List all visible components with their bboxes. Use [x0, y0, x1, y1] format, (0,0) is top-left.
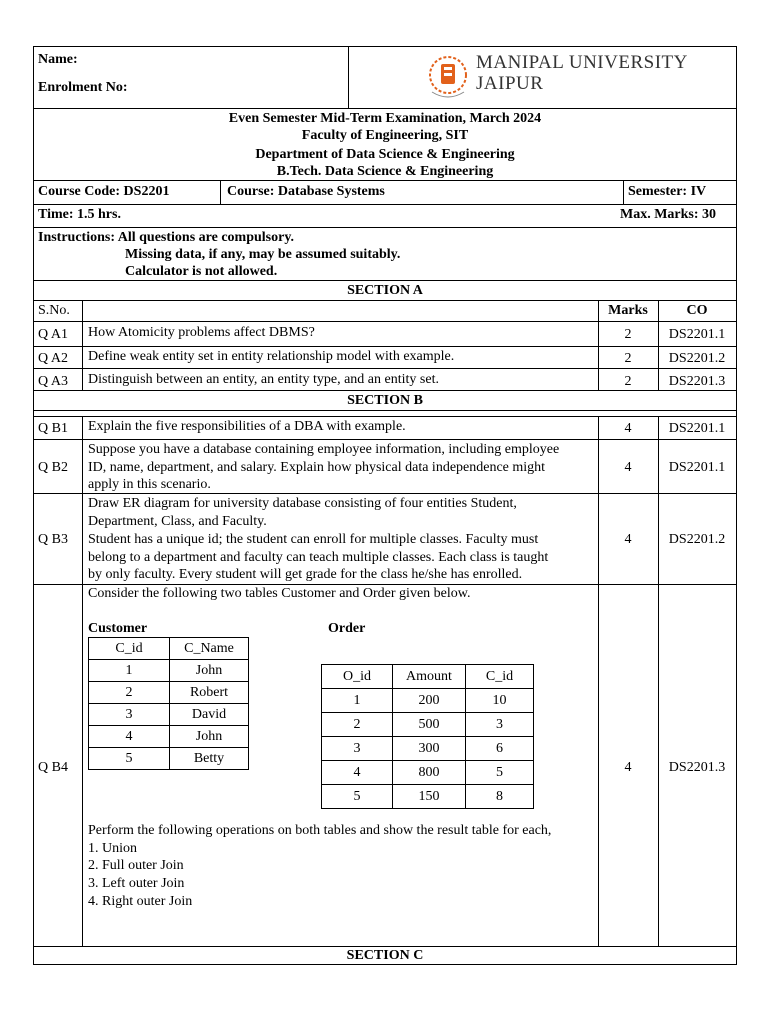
question-no: Q A1: [38, 327, 68, 342]
task-text: Perform the following operations on both tables and show the result table for each,: [88, 823, 552, 838]
question-text: Define weak entity set in entity relationship model with example.: [88, 349, 455, 364]
question-text-line: Department, Class, and Faculty.: [88, 514, 267, 529]
question-marks: 4: [624, 760, 632, 775]
question-text-line: Suppose you have a database containing employee information, including employee: [88, 442, 560, 457]
table-header-cell: C_Name: [170, 638, 249, 660]
question-no: Q B1: [38, 421, 68, 436]
question-marks: 4: [624, 532, 632, 547]
table-cell: 3: [466, 713, 534, 737]
table-row: [322, 689, 534, 713]
col-co-header: CO: [686, 303, 708, 318]
table-header-cell: C_id: [89, 638, 170, 660]
question-co: DS2201.2: [668, 532, 726, 547]
semester: Semester: IV: [628, 184, 707, 199]
operation-item: 1. Union: [88, 841, 137, 856]
question-no: Q A3: [38, 374, 68, 389]
question-co: DS2201.3: [668, 760, 726, 775]
name-label: Name:: [38, 52, 78, 67]
table-row: [89, 682, 249, 704]
operation-item: 2. Full outer Join: [88, 858, 184, 873]
question-text-line: Student has a unique id; the student can enroll for multiple classes. Faculty must: [88, 532, 539, 547]
table-cell: 6: [466, 737, 534, 761]
question-text-line: Draw ER diagram for university database consisting of four entities Student,: [88, 496, 517, 511]
question-text-line: ID, name, department, and salary. Explain how physical data independence might: [88, 460, 546, 475]
question-marks: 4: [624, 460, 632, 475]
table-cell: 200: [393, 689, 466, 713]
customer-table-title: Customer: [88, 621, 148, 636]
table-cell: Robert: [170, 682, 249, 704]
question-marks: 2: [624, 351, 632, 366]
order-table-title: Order: [328, 621, 366, 636]
table-cell: 1: [322, 689, 393, 713]
department-line: Department of Data Science & Engineering: [255, 147, 515, 162]
table-cell: 4: [322, 761, 393, 785]
question-text: Explain the five responsibilities of a DBA with example.: [88, 419, 406, 434]
university-logo: [424, 52, 472, 104]
question-no: Q B3: [38, 532, 68, 547]
operation-item: 3. Left outer Join: [88, 876, 185, 891]
table-header-cell: Amount: [393, 665, 466, 689]
operation-item: 4. Right outer Join: [88, 894, 193, 909]
question-text: Distinguish between an entity, an entity type, and an entity set.: [88, 372, 439, 387]
section-b-title: SECTION B: [347, 393, 423, 408]
instruction-1: Instructions: All questions are compulsory.: [38, 230, 295, 245]
table-cell: 300: [393, 737, 466, 761]
university-name: MANIPAL UNIVERSITY: [476, 52, 688, 73]
table-cell: 500: [393, 713, 466, 737]
table-cell: 150: [393, 785, 466, 809]
program-line: B.Tech. Data Science & Engineering: [276, 164, 494, 179]
exam-time: Time: 1.5 hrs.: [38, 207, 121, 222]
table-row: [322, 713, 534, 737]
max-marks: Max. Marks: 30: [620, 207, 717, 222]
exam-title: Even Semester Mid-Term Examination, March 2024: [228, 111, 542, 126]
table-header-row: [322, 665, 534, 689]
course-name: Course: Database Systems: [227, 184, 385, 199]
question-text: How Atomicity problems affect DBMS?: [88, 325, 315, 340]
question-co: DS2201.1: [668, 460, 726, 475]
emblem-icon: [430, 57, 466, 97]
col-sno-header: S.No.: [38, 303, 70, 318]
col-marks-header: Marks: [608, 303, 648, 318]
section-c-title: SECTION C: [346, 948, 424, 963]
table-cell: 5: [466, 761, 534, 785]
instruction-3: Calculator is not allowed.: [125, 264, 278, 279]
question-text-line: apply in this scenario.: [88, 477, 211, 492]
university-campus: JAIPUR: [476, 73, 544, 94]
question-co: DS2201.2: [668, 351, 726, 366]
table-cell: 5: [322, 785, 393, 809]
table-header-cell: O_id: [322, 665, 393, 689]
question-intro: Consider the following two tables Customer and Order given below.: [88, 586, 471, 601]
table-header-row: [89, 638, 249, 660]
table-cell: 10: [466, 689, 534, 713]
table-row: [89, 748, 249, 770]
table-cell: John: [170, 726, 249, 748]
question-no: Q B4: [38, 760, 68, 775]
table-row: [89, 726, 249, 748]
faculty-line: Faculty of Engineering, SIT: [301, 128, 469, 143]
table-cell: 5: [89, 748, 170, 770]
table-cell: 800: [393, 761, 466, 785]
question-no: Q B2: [38, 460, 68, 475]
table-cell: 4: [89, 726, 170, 748]
table-row: [322, 761, 534, 785]
question-co: DS2201.1: [668, 421, 726, 436]
question-marks: 2: [624, 327, 632, 342]
table-row: [89, 704, 249, 726]
table-cell: David: [170, 704, 249, 726]
course-code: Course Code: DS2201: [38, 184, 170, 199]
table-cell: 3: [322, 737, 393, 761]
table-cell: 3: [89, 704, 170, 726]
question-marks: 2: [624, 374, 632, 389]
question-no: Q A2: [38, 351, 68, 366]
table-cell: 1: [89, 660, 170, 682]
table-row: [322, 737, 534, 761]
order-table: [321, 664, 534, 809]
table-header-cell: C_id: [466, 665, 534, 689]
table-cell: 2: [89, 682, 170, 704]
table-row: [89, 660, 249, 682]
question-text-line: belong to a department and faculty can teach multiple classes. Each class is taught: [88, 550, 549, 565]
table-cell: John: [170, 660, 249, 682]
table-cell: 8: [466, 785, 534, 809]
question-co: DS2201.3: [668, 374, 726, 389]
question-marks: 4: [624, 421, 632, 436]
table-cell: Betty: [170, 748, 249, 770]
customer-table: [88, 637, 249, 770]
table-cell: 2: [322, 713, 393, 737]
enrolment-label: Enrolment No:: [38, 80, 128, 95]
section-a-title: SECTION A: [347, 283, 423, 298]
table-row: [322, 785, 534, 809]
question-co: DS2201.1: [668, 327, 726, 342]
instruction-2: Missing data, if any, may be assumed suitably.: [125, 247, 401, 262]
question-text-line: by only faculty. Every student will get grade for the class he/she has enrolled.: [88, 567, 523, 582]
